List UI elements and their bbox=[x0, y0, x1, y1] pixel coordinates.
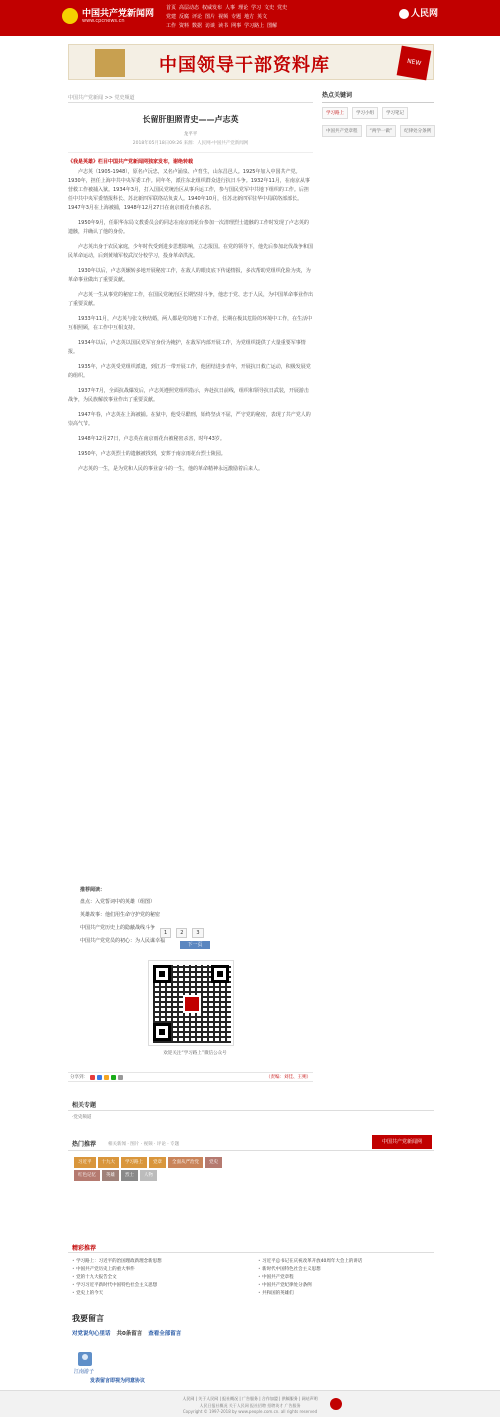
keyword-link[interactable]: 纪律处分条例 bbox=[400, 125, 435, 137]
nav-link[interactable]: 首页 bbox=[166, 5, 177, 11]
nav-link[interactable]: 读书 bbox=[218, 23, 229, 29]
keyword-link[interactable]: “两学一做” bbox=[366, 125, 397, 137]
article-paragraph: 卢志英（1905-1948），原名卢沅忠，又名卢涌泉、卢育生，山东昌邑人。1925年加入中国共产党。1930年，担任上海中共中央军委工作。同年冬，派往东北组织群众进行抗日斗争。1932年11月，在南京从事营救工作被捕入狱。1934年3月，打入国民党统治区从事兵运工作，参与国民党军中共地下组织的工作。后担任中共中央军委情报科长、苏北新四军联络站负责人。1940年10月，任苏北新四军驻华中局联络部部长。1947年3月在上海被捕，1948年12月27日在南京雨花台被杀害。 bbox=[68, 169, 310, 211]
ad-banner[interactable]: 中国共产党新闻网 bbox=[372, 1135, 432, 1149]
hot-tag[interactable]: 人物 bbox=[140, 1170, 157, 1181]
username[interactable]: 江南游子 bbox=[74, 1369, 95, 1375]
page-link[interactable]: 2 bbox=[176, 928, 187, 938]
related-topics-head: 相关专题 bbox=[72, 1102, 97, 1109]
site-url: www.cpcnews.cn bbox=[82, 18, 125, 24]
recommend-link[interactable]: • 学习习近平新时代中国特色社会主义思想 bbox=[72, 1282, 246, 1288]
sidebar-tab[interactable]: 学习笔记 bbox=[382, 107, 408, 119]
recommend-link[interactable]: • 党史上的今天 bbox=[72, 1290, 246, 1296]
recommend-link[interactable]: • 中国共产党纪律处分条例 bbox=[258, 1282, 432, 1288]
article-paragraph: 1947年春，卢志英在上海被捕。在狱中，他受尽酷刑，始终坚贞不屈，严守党的秘密，表现了共产党人的崇高气节。 bbox=[68, 412, 311, 427]
article-author: 龙平平 bbox=[183, 132, 198, 137]
related-link[interactable]: 盘点：入党誓词中的英雄（组图） bbox=[80, 899, 156, 905]
article bbox=[68, 110, 313, 480]
recommend-head: 精彩推荐 bbox=[72, 1245, 97, 1252]
nav-link[interactable]: 学习路上 bbox=[244, 23, 265, 29]
footer-links[interactable]: 人民网 | 关于人民网 | 报社概况 | 广告服务 | 合作加盟 | 供稿服务 | 网站声明 bbox=[182, 1396, 318, 1401]
say-to-party-link[interactable]: 对党说句心里话 bbox=[72, 1331, 111, 1337]
nav-link[interactable]: 图解 bbox=[267, 23, 278, 29]
article-meta: 2018年05月18日09:26 来源：人民网-中国共产党新闻网 bbox=[132, 141, 249, 146]
next-page-button[interactable]: 下一页 bbox=[180, 941, 210, 949]
article-lead[interactable]: 《我是英雄》栏目中国共产党新闻网独家发布，谢绝转载 bbox=[68, 159, 194, 165]
article-paragraph: 1950年，卢志英烈士的遗骸被找到，安葬于南京雨花台烈士陵园。 bbox=[78, 451, 226, 457]
recommend-list bbox=[72, 1258, 432, 1296]
nav-row bbox=[166, 13, 381, 22]
sidebar-title: 热点关键词 bbox=[322, 90, 434, 103]
sidebar-tabs bbox=[322, 107, 434, 119]
article-paragraph: 1930年以后，卢志英辗转多地开展秘密工作，在敌人的眼皮底下传递情报，多次帮助党组织化险为夷，为革命事业做出了重要贡献。 bbox=[68, 268, 311, 283]
keyword-link[interactable]: 中国共产党章程 bbox=[322, 125, 362, 137]
sidebar-tab[interactable]: 学习路上 bbox=[322, 107, 348, 119]
share-icon[interactable] bbox=[97, 1075, 102, 1080]
recommend-link[interactable]: • 习近平总书记在庆祝改革开放40周年大会上的讲话 bbox=[258, 1258, 432, 1264]
nav-link[interactable]: 反腐 bbox=[179, 14, 190, 20]
hot-tags bbox=[74, 1157, 224, 1181]
agreement-link[interactable]: 发表留言即视为同意协议 bbox=[90, 1378, 146, 1384]
leaders-database-banner[interactable] bbox=[68, 44, 434, 80]
article-paragraph: 卢志英出身于农民家庭，少年时代受到进步思想影响，立志报国。在党的领导下，他先后参加北伐战争和国民革命运动，后到黄埔军校武汉分校学习，投身革命洪流。 bbox=[68, 244, 314, 259]
hot-tag[interactable]: 红色记忆 bbox=[74, 1170, 100, 1181]
nav-link[interactable]: 数据 bbox=[192, 23, 203, 29]
qr-code bbox=[148, 960, 234, 1046]
messages-head: 我要留言 bbox=[72, 1314, 104, 1323]
hot-filter-links[interactable]: 相关新闻 · 图片 · 视频 · 评论 · 专题 bbox=[108, 1142, 180, 1147]
nav-link[interactable]: 高层动态 bbox=[179, 5, 200, 11]
qr-finder bbox=[153, 1023, 171, 1041]
qr-finder bbox=[211, 965, 229, 983]
nav-row bbox=[166, 4, 381, 13]
new-badge: NEW bbox=[397, 46, 432, 81]
related-link[interactable]: 中国共产党党员的初心：为人民谋幸福 bbox=[80, 938, 166, 944]
article-paragraph: 1935年，卢志英受党组织派遣，到江苏一带开展工作，他团结进步青年，开展抗日救亡运动，积极发展党的组织。 bbox=[68, 364, 311, 379]
related-link[interactable]: 英雄故事：他们用生命守护党的秘密 bbox=[80, 912, 161, 918]
nav-link[interactable]: 英文 bbox=[257, 14, 268, 20]
nav-link[interactable]: 访谈 bbox=[205, 23, 216, 29]
footer bbox=[0, 1390, 500, 1417]
article-paragraph: 1950年9月，任职华东局文教委员会的同志在南京雨花台参加一次清理烈士遗骸的工作时发现了卢志英的遗骸，并确认了他的身份。 bbox=[68, 220, 309, 235]
article-paragraph: 1937年7月，全面抗战爆发后，卢志英遵照党组织指示，奔赴抗日前线，组织和领导抗日武装，开展游击战争，为民族解放事业作出了重要贡献。 bbox=[68, 388, 309, 403]
recommend-link[interactable]: • 共和国的英雄们 bbox=[258, 1290, 432, 1296]
nav-link[interactable]: 地方 bbox=[244, 14, 255, 20]
article-title: 长留肝胆照青史——卢志英 bbox=[142, 115, 239, 124]
hot-tag[interactable]: 英雄 bbox=[102, 1170, 119, 1181]
footer-text: 人民日报社概况 关于人民网 报社招聘 招聘英才 广告服务 bbox=[199, 1403, 301, 1408]
nav-link[interactable]: 权威发布 bbox=[202, 5, 223, 11]
article-paragraph: 1948年12月27日，卢志英在南京雨花台被秘密杀害，时年43岁。 bbox=[78, 436, 225, 442]
share-label: 分享到： bbox=[70, 1075, 88, 1080]
book-icon bbox=[95, 49, 125, 77]
related-head: 推荐阅读： bbox=[80, 887, 106, 893]
divider bbox=[68, 1252, 434, 1253]
recommend-link[interactable]: • 新时代中国特色社会主义思想 bbox=[258, 1266, 432, 1272]
share-icon[interactable] bbox=[118, 1075, 123, 1080]
nav-link[interactable]: 人事 bbox=[225, 5, 236, 11]
site-logo[interactable] bbox=[62, 6, 162, 30]
divider bbox=[68, 152, 313, 153]
related-topic-link[interactable]: ·党史频道 bbox=[72, 1115, 92, 1120]
hot-tag[interactable]: 党史 bbox=[205, 1157, 222, 1168]
copyright: Copyright © 1997-2018 by www.people.com.cn. all rights reserved bbox=[182, 1409, 318, 1414]
editor-credit: （责编：刘佳、王朔） bbox=[266, 1075, 311, 1080]
share-icon[interactable] bbox=[111, 1075, 116, 1080]
nav-link[interactable]: 学习 bbox=[251, 5, 262, 11]
hot-tag[interactable]: 习近平 bbox=[74, 1157, 96, 1168]
recommend-link[interactable]: • 中国共产党章程 bbox=[258, 1274, 432, 1280]
page-link[interactable]: 3 bbox=[192, 928, 203, 938]
recommend-link[interactable]: • 党的十九大报告全文 bbox=[72, 1274, 246, 1280]
site-title: 中国共产党新闻网 bbox=[82, 9, 155, 19]
nav-link[interactable]: 评论 bbox=[192, 14, 203, 20]
nav-link[interactable]: 党史 bbox=[277, 5, 288, 11]
pagination bbox=[160, 928, 204, 938]
page-link[interactable]: 1 bbox=[160, 928, 171, 938]
qr-finder bbox=[153, 965, 171, 983]
qr-logo-icon bbox=[183, 995, 201, 1013]
share-icon[interactable] bbox=[104, 1075, 109, 1080]
top-nav bbox=[166, 4, 381, 32]
qr-caption: 欢迎关注“学习路上”微信公众号 bbox=[163, 1051, 227, 1056]
nav-row bbox=[166, 22, 381, 31]
hot-tag[interactable]: 学习路上 bbox=[121, 1157, 147, 1168]
banner-text: 中国领导干部资料库 bbox=[159, 55, 330, 76]
nav-link[interactable]: 图片 bbox=[205, 14, 216, 20]
nav-link[interactable]: 理论 bbox=[238, 5, 249, 11]
nav-link[interactable]: 视频 bbox=[218, 14, 229, 20]
nav-link[interactable]: 文史 bbox=[264, 5, 275, 11]
message-count: 共0条留言 bbox=[116, 1331, 143, 1337]
article-paragraph: 1933年11月，卢志英与张文秋结婚，两人都是党的地下工作者，长期在极其危险的环境中工作，在生活中互相照顾，在工作中互相支持。 bbox=[68, 316, 313, 331]
divider bbox=[68, 1110, 434, 1111]
people-logo-icon bbox=[399, 9, 409, 19]
share-bar bbox=[68, 1072, 313, 1082]
nav-link[interactable]: 网事 bbox=[231, 23, 242, 29]
article-body bbox=[68, 168, 313, 474]
article-paragraph: 卢志英的一生，是为党和人民的事业奋斗的一生，他的革命精神永远激励着后来人。 bbox=[78, 466, 264, 472]
party-emblem-icon bbox=[62, 8, 78, 24]
divider bbox=[68, 1150, 434, 1151]
sidebar-tab[interactable]: 学习小组 bbox=[352, 107, 378, 119]
related-link[interactable]: 中国共产党历史上的隐蔽战线斗争 bbox=[80, 925, 156, 931]
hot-tag[interactable]: 党章 bbox=[149, 1157, 166, 1168]
sidebar-keyword-links bbox=[322, 125, 434, 137]
hot-tag[interactable]: 十九大 bbox=[98, 1157, 120, 1168]
divider bbox=[68, 102, 313, 103]
share-icon[interactable] bbox=[90, 1075, 95, 1080]
article-paragraph: 卢志英一生从事党的秘密工作，在国民党统治区长期坚持斗争，他忠于党、忠于人民，为中国革命事业作出了重要贡献。 bbox=[68, 292, 314, 307]
breadcrumb[interactable]: 中国共产党新闻 >> 党史频道 bbox=[68, 95, 135, 101]
hot-tag[interactable]: 烈士 bbox=[121, 1170, 138, 1181]
nav-link[interactable]: 资料 bbox=[179, 23, 190, 29]
nav-link[interactable]: 党建 bbox=[166, 14, 177, 20]
hot-tag[interactable]: 全面从严治党 bbox=[168, 1157, 203, 1168]
view-all-messages-link[interactable]: 查看全部留言 bbox=[148, 1331, 182, 1337]
recommend-link[interactable]: • 学习路上：习近平的治国理政新理念新思想 bbox=[72, 1258, 246, 1264]
share-icons bbox=[90, 1075, 123, 1080]
nav-link[interactable]: 工作 bbox=[166, 23, 177, 29]
avatar[interactable] bbox=[78, 1352, 92, 1366]
hot-head: 热门推荐 bbox=[72, 1141, 97, 1148]
message-links bbox=[72, 1329, 181, 1337]
recommend-link[interactable]: • 中国共产党历史上的重大事件 bbox=[72, 1266, 246, 1272]
nav-link[interactable]: 专题 bbox=[231, 14, 242, 20]
people-logo[interactable]: 人民网 bbox=[399, 6, 438, 19]
sidebar bbox=[322, 90, 434, 137]
police-badge-icon bbox=[330, 1398, 342, 1410]
top-header-bar bbox=[0, 0, 500, 36]
article-paragraph: 1934年以后，卢志英以国民党军官身份为掩护，在敌军内部开展工作，为党组织提供了大量重要军事情报。 bbox=[68, 340, 306, 355]
